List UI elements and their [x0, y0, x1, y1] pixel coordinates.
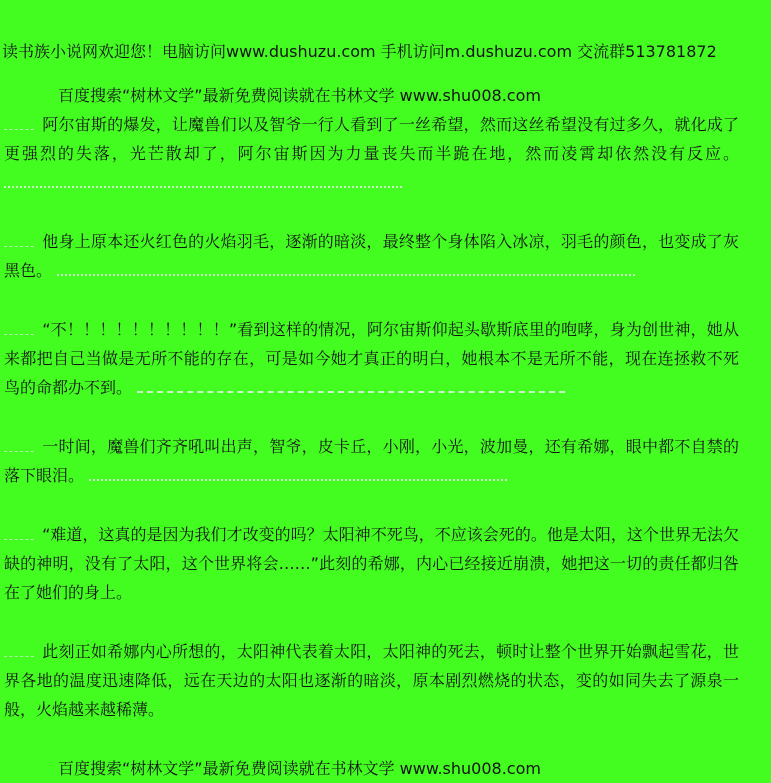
artifact-dotted-line: [137, 378, 565, 393]
paragraph-text: 此刻正如希娜内心所想的，太阳神代表着太阳，太阳神的死去，顿时让整个世界开始飘起雪花，世界各地的温度迅速降低，远在天边的太阳也逐渐的暗淡，原本剧烈燃烧的状态，变的如同失去了源泉一般，火焰越来越稀薄。: [4, 642, 739, 719]
paragraph: [4, 227, 739, 285]
paragraph: [4, 637, 739, 724]
artifact-dotted-line: [4, 173, 402, 188]
paragraph-text: 阿尔宙斯的爆发，让魔兽们以及智爷一行人看到了一丝希望，然而这丝希望没有过多久，就化成了更强烈的失落，光芒散却了，阿尔宙斯因为力量丧失而半跪在地，然而凌霄却依然没有反应。: [4, 115, 739, 163]
paragraph: [4, 315, 739, 402]
promo-line-top: 百度搜索“树林文学”最新免费阅读就在书林文学 www.shu008.com: [58, 86, 541, 105]
site-welcome-notice: 读书族小说网欢迎您！电脑访问www.dushuzu.com 手机访问m.dushuzu.com 交流群513781872: [2, 42, 717, 61]
paragraph-text: 他身上原本还火红色的火焰羽毛，逐渐的暗淡，最终整个身体陷入冰凉，羽毛的颜色，也变成了灰黑色。: [4, 232, 739, 280]
paragraph-text: 一时间，魔兽们齐齐吼叫出声，智爷，皮卡丘，小刚，小光，波加曼，还有希娜，眼中都不自禁的落下眼泪。: [4, 437, 739, 485]
artifact-dotted-line: [89, 466, 507, 481]
paragraph: [4, 110, 739, 197]
paragraph-text: “难道，这真的是因为我们才改变的吗？太阳神不死鸟，不应该会死的。他是太阳，这个世界无法欠缺的神明，没有了太阳，这个世界将会……”此刻的希娜，内心已经接近崩溃，她把这一切的责任都归咎在了她们的身上。: [4, 525, 739, 602]
paragraph-text: “不！！！！！！！！！！”看到这样的情况，阿尔宙斯仰起头歇斯底里的咆哮，身为创世神，她从来都把自己当做是无所不能的存在，可是如今她才真正的明白，她根本不是无所不能，现在连拯救不死鸟的命都办不到。: [4, 320, 739, 397]
promo-line-bottom: 百度搜索“树林文学”最新免费阅读就在书林文学 www.shu008.com: [58, 759, 541, 778]
artifact-dotted-line: [57, 261, 635, 276]
paragraph: [4, 432, 739, 490]
paragraph: [4, 520, 739, 607]
